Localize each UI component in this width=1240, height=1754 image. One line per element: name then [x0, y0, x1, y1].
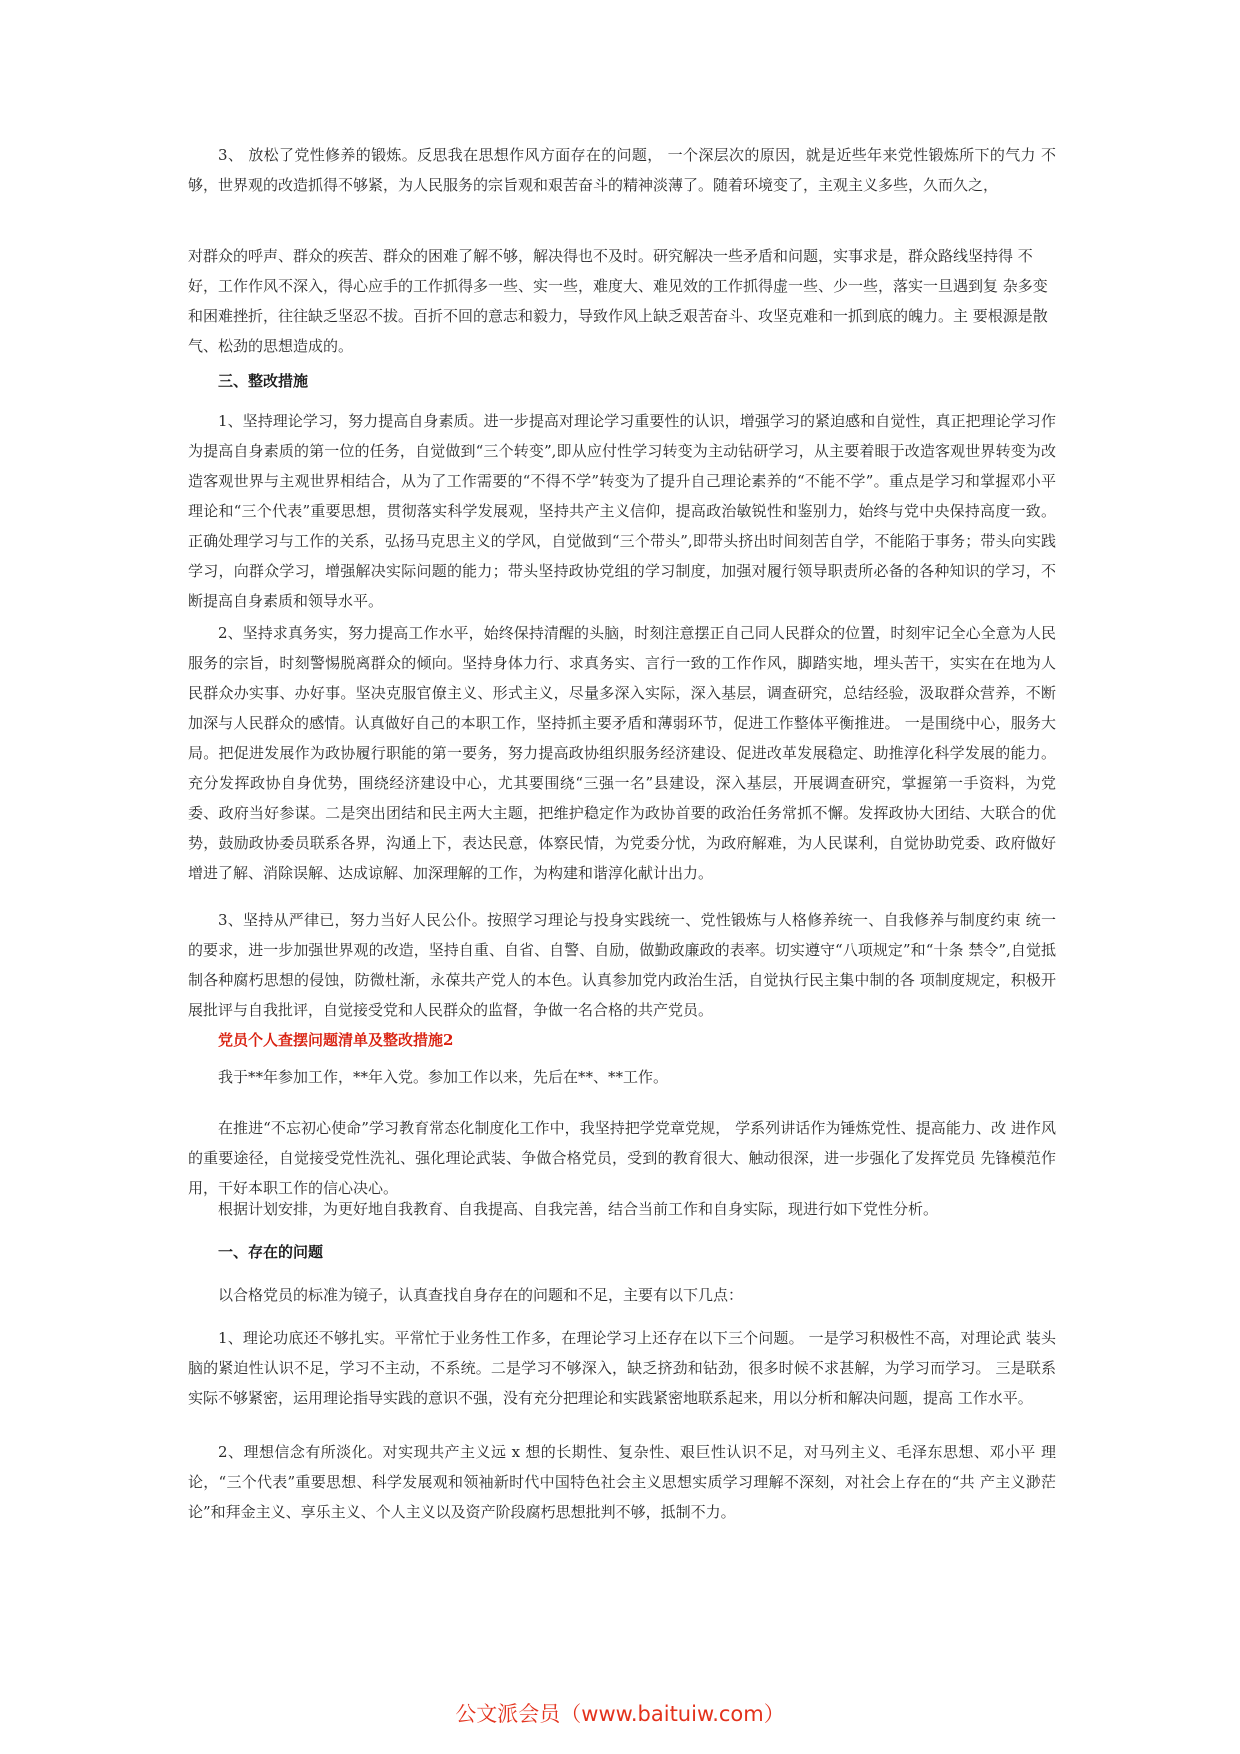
footer-watermark: 公文派会员（www.baituiw.com） [455, 1702, 785, 1726]
paragraph: 2、理想信念有所淡化。对实现共产主义远 x 想的长期性、复杂性、艰巨性认识不足，对马列主义、毛泽东思想、邓小平 理论，“三个代表”重要思想、科学发展观和领袖新时代中国特色社会主义思想实质学习理解不深刻，对社会上存在的“共 产主义渺茫论”和拜金主义、享乐主义、个人主义以及资产阶段腐朽思想批判不够，抵制不力。 [188, 1443, 1056, 1521]
paragraph: 3、 放松了党性修养的锻炼。反思我在思想作风方面存在的问题， 一个深层次的原因，就是近些年来党性锻炼所下的气力 不够，世界观的改造抓得不够紧，为人民服务的宗旨观和艰苦奋斗的精神淡薄了。随着环境变了，主观主义多些，久而久之， [188, 146, 1056, 194]
paragraph: 1、理论功底还不够扎实。平常忙于业务性工作多，在理论学习上还存在以下三个问题。 一是学习积极性不高，对理论武 装头脑的紧迫性认识不足，学习不主动，不系统。二是学习不够深入，缺乏挤劲和钻劲，很多时候不求甚解，为学习而学习。 三是联系实际不够紧密，运用理论指导实践的意识不强，没有充分把理论和实践紧密地联系起来，用以分析和解决问题，提高 工作水平。 [188, 1329, 1056, 1407]
paragraph: 在推进“不忘初心使命”学习教育常态化制度化工作中，我坚持把学党章党规， 学系列讲话作为锤炼党性、提高能力、改 进作风的重要途径，自觉接受党性洗礼、强化理论武装、争做合格党员，受到的教育很大、触动很深，进一步强化了发挥党员 先锋模范作用，干好本职工作的信心决心。 [188, 1119, 1056, 1197]
paragraph: 3、坚持从严律已，努力当好人民公仆。按照学习理论与投身实践统一、党性锻炼与人格修养统一、自我修养与制度约束 统一的要求，进一步加强世界观的改造，坚持自重、自省、自警、自励，做勤政廉政的表率。切实遵守“八项规定”和“十条 禁令”,自觉抵制各种腐朽思想的侵蚀，防微杜渐，永葆共产党人的本色。认真参加党内政治生活，自觉执行民主集中制的各 项制度规定，积极开展批评与自我批评，自觉接受党和人民群众的监督，争做一名合格的共产党员。 [188, 911, 1056, 1019]
paragraph: 对群众的呼声、群众的疾苦、群众的困难了解不够，解决得也不及时。研究解决一些矛盾和问题，实事求是，群众路线坚持得 不好，工作作风不深入，得心应手的工作抓得多一些、实一些，难度大、难见效的工作抓得虚一些、少一些，落实一旦遇到复 杂多变和困难挫折，往往缺乏坚忍不拔。百折不回的意志和毅力，导致作风上缺乏艰苦奋斗、攻坚克难和一抓到底的魄力。主 要根源是散气、松劲的思想造成的。 [188, 247, 1048, 355]
paragraph: 1、坚持理论学习，努力提高自身素质。进一步提高对理论学习重要性的认识，增强学习的紧迫感和自觉性，真正把理论学习作为提高自身素质的第一位的任务，自觉做到“三个转变”,即从应付性学习转变为主动钻研学习，从主要着眼于改造客观世界转变为改造客观世界与主观世界相结合，从为了工作需要的“不得不学”转变为了提升自己理论素养的“不能不学”。重点是学习和掌握邓小平理论和“三个代表”重要思想，贯彻落实科学发展观，坚持共产主义信仰，提高政治敏锐性和鉴别力，始终与党中央保持高度一致。正确处理学习与工作的关系，弘扬马克思主义的学风，自觉做到“三个带头”,即带头挤出时间刻苦自学，不能陷于事务；带头向实践学习，向群众学习，增强解决实际问题的能力；带头坚持政协党组的学习制度，加强对履行领导职责所必备的各种知识的学习，不断提高自身素质和领导水平。 [188, 412, 1056, 610]
paragraph: 我于**年参加工作，**年入党。参加工作以来，先后在**、**工作。 [218, 1068, 669, 1086]
section-heading: 一、存在的问题 [218, 1243, 324, 1261]
paragraph: 2、坚持求真务实，努力提高工作水平，始终保持清醒的头脑，时刻注意摆正自己同人民群众的位置，时刻牢记全心全意为人民服务的宗旨，时刻警惕脱离群众的倾向。坚持身体力行、求真务实、言行一致的工作作风，脚踏实地，埋头苦干，实实在在地为人民群众办实事、办好事。坚决克服官僚主义、形式主义，尽量多深入实际，深入基层，调查研究，总结经验，汲取群众营养，不断加深与人民群众的感情。认真做好自己的本职工作，坚持抓主要矛盾和薄弱环节，促进工作整体平衡推进。 一是围绕中心，服务大局。把促进发展作为政协履行职能的第一要务，努力提高政协组织服务经济建设、促进改革发展稳定、助推淳化科学发展的能力。充分发挥政协自身优势，围绕经济建设中心，尤其要围绕“三强一名”县建设，深入基层，开展调查研究，掌握第一手资料，为党委、政府当好参谋。二是突出团结和民主两大主题，把维护稳定作为政协首要的政治任务常抓不懈。发挥政协大团结、大联合的优势，鼓励政协委员联系各界，沟通上下，表达民意，体察民情，为党委分忧，为政府解难，为人民谋利，自觉协助党委、政府做好增进了解、消除误解、达成谅解、加深理解的工作，为构建和谐淳化献计出力。 [188, 624, 1056, 882]
paragraph: 根据计划安排，为更好地自我教育、自我提高、自我完善，结合当前工作和自身实际，现进行如下党性分析。 [218, 1200, 939, 1218]
paragraph: 以合格党员的标准为镜子，认真查找自身存在的问题和不足，主要有以下几点： [218, 1286, 744, 1304]
document-title: 党员个人查摆问题清单及整改措施2 [218, 1031, 454, 1049]
section-heading: 三、整改措施 [218, 372, 309, 390]
